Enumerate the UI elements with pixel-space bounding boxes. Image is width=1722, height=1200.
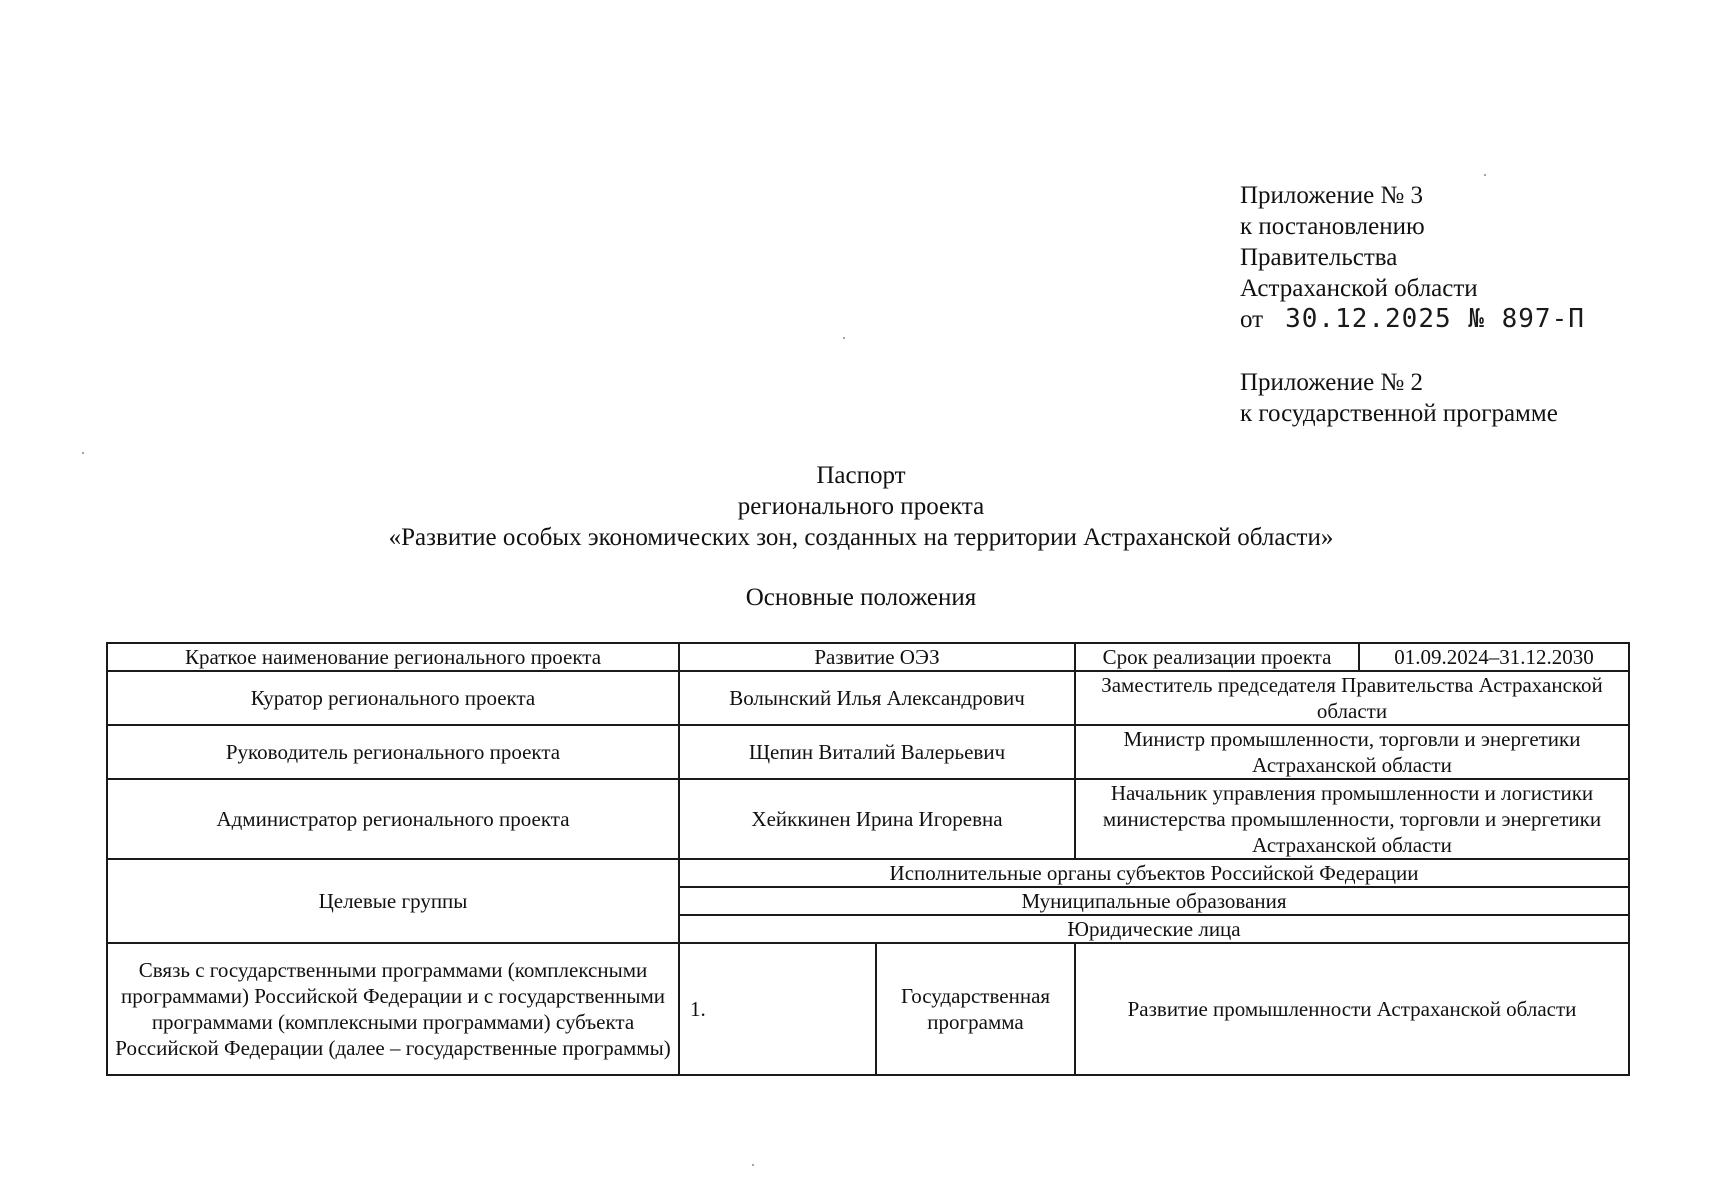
title-line-3: «Развитие особых экономических зон, созданных на территории Астраханской области» <box>388 524 1334 551</box>
table-row <box>107 779 1629 859</box>
appendix-3-title: Приложение № 3 <box>1240 182 1424 209</box>
appendix-2-line-2: к государственной программе <box>1240 400 1558 427</box>
programs-link-number: 1. <box>679 943 876 1075</box>
programs-link-type: Государственная программа <box>876 943 1075 1075</box>
appendix-3-line-3: Правительства <box>1240 244 1398 271</box>
scan-speck <box>82 452 84 454</box>
section-title: Основные положения <box>745 584 977 611</box>
table-row <box>107 943 1629 1075</box>
table-row <box>107 725 1629 779</box>
curator-label: Куратор регионального проекта <box>107 671 679 725</box>
appendix-3-line-2: к постановлению <box>1240 213 1425 240</box>
appendix-2-block <box>1240 367 1558 429</box>
scan-speck <box>752 1164 754 1166</box>
term-value: 01.09.2024–31.12.2030 <box>1359 643 1629 671</box>
target-group-item: Муниципальные образования <box>679 887 1629 915</box>
date-prefix: от <box>1240 306 1264 333</box>
table-row <box>107 859 1629 887</box>
target-group-item: Исполнительные органы субъектов Российской Федерации <box>679 859 1629 887</box>
table-row <box>107 671 1629 725</box>
head-position: Министр промышленности, торговли и энергетики Астраханской области <box>1075 725 1629 779</box>
short-name-label: Краткое наименование регионального проекта <box>107 643 679 671</box>
curator-name: Волынский Илья Александрович <box>679 671 1075 725</box>
title-line-2: регионального проекта <box>737 493 985 520</box>
resolution-date-number: 30.12.2025 № 897-П <box>1285 304 1585 334</box>
head-name: Щепин Виталий Валерьевич <box>679 725 1075 779</box>
target-groups-label: Целевые группы <box>107 859 679 943</box>
curator-position: Заместитель председателя Правительства Астраханской области <box>1075 671 1629 725</box>
programs-link-program: Развитие промышленности Астраханской области <box>1075 943 1629 1075</box>
head-label: Руководитель регионального проекта <box>107 725 679 779</box>
target-group-item: Юридические лица <box>679 915 1629 943</box>
admin-name: Хейккинен Ирина Игоревна <box>679 779 1075 859</box>
term-label: Срок реализации проекта <box>1075 643 1359 671</box>
appendix-3-line-4: Астраханской области <box>1240 275 1478 302</box>
short-name-value: Развитие ОЭЗ <box>679 643 1075 671</box>
passport-table <box>106 642 1630 1076</box>
appendix-3-date-line <box>1240 304 1585 335</box>
title-line-1: Паспорт <box>816 462 906 489</box>
scan-speck <box>1484 174 1486 176</box>
admin-position: Начальник управления промышленности и логистики министерства промышленности, торговли и энергетики Астраханской области <box>1075 779 1629 859</box>
scan-speck <box>843 337 845 339</box>
table-row <box>107 643 1629 671</box>
appendix-2-title: Приложение № 2 <box>1240 369 1424 396</box>
programs-link-label: Связь с государственными программами (комплексными программами) Российской Федерации и с государственными программами (комплексными программами) субъекта Российской Федерации (далее – государственные программы) <box>107 943 679 1075</box>
document-title <box>0 460 1722 553</box>
appendix-3-block <box>1240 180 1585 335</box>
admin-label: Администратор регионального проекта <box>107 779 679 859</box>
